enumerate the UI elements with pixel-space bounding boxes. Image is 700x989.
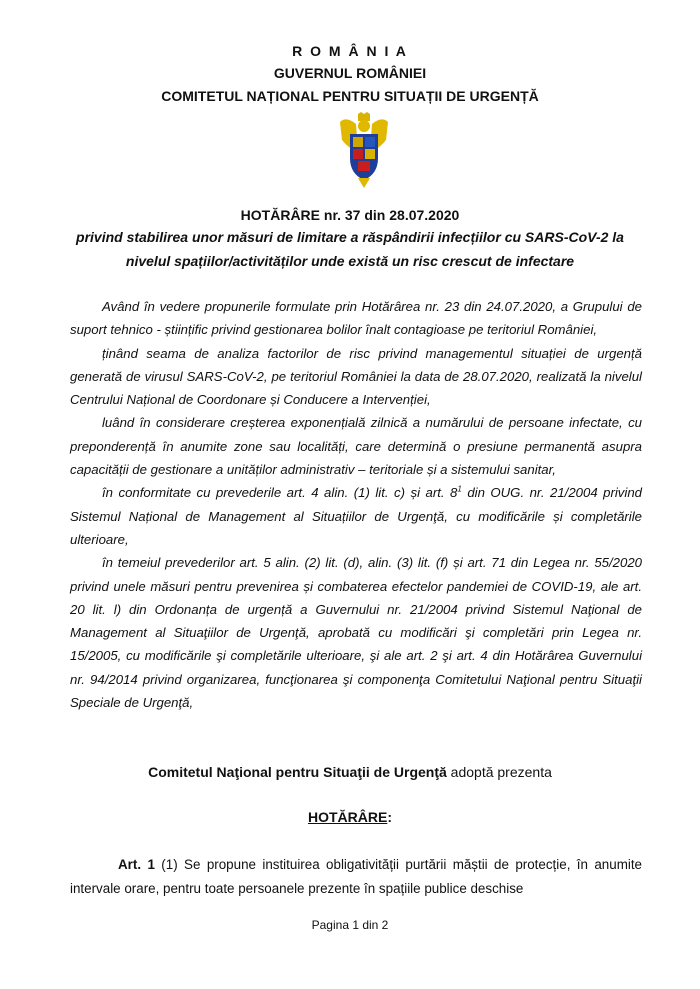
preamble-p4-text-b: din OUG. nr. 21/2004 privind Sistemul Național de Management al Situațiilor de Urgenţă, cu modificările și completările ulterioare,	[70, 485, 642, 547]
preamble-p4-superscript: 1	[457, 484, 462, 494]
decision-heading-word: HOTĂRÂRE	[307, 809, 388, 825]
page-number: Pagina 1 din 2	[311, 918, 389, 932]
adoption-committee: Comitetul Naţional pentru Situaţii de Urgenţă	[148, 764, 447, 780]
preamble-paragraph-2: ținând seama de analiza factorilor de risc privind managementul situației de urgență generată de virusul SARS-CoV-2, pe teritoriul României la data de 28.07.2020, realizată la nivelul Centrului Național de Coordonare și Conducere a Intervenției,	[70, 345, 642, 408]
header-government: GUVERNUL ROMÂNIEI	[273, 65, 427, 81]
decision-heading-colon: :	[387, 809, 392, 825]
article-1-paragraph	[70, 853, 642, 901]
header-committee: COMITETUL NAȚIONAL PENTRU SITUAȚII DE URGENȚĂ	[161, 88, 539, 104]
decision-title: HOTĂRÂRE nr. 37 din 28.07.2020	[240, 207, 460, 223]
decision-subject-line2: nivelul spațiilor/activităților unde există un risc crescut de infectare	[125, 253, 575, 269]
preamble-paragraph-1: Având în vedere propunerile formulate prin Hotărârea nr. 23 din 24.07.2020, a Grupului de suport tehnico - științific privind gestionarea bolilor înalt contagioase pe teritoriul României,	[70, 299, 642, 338]
decision-subject-line1: privind stabilirea unor măsuri de limitare a răspândirii infecțiilor cu SARS-CoV-2 la	[76, 229, 624, 245]
article-1	[70, 853, 642, 901]
preamble-p4-text-a: în conformitate cu prevederile art. 4 alin. (1) lit. c) și art. 8	[102, 485, 458, 501]
romania-coat-of-arms-icon	[336, 112, 392, 188]
article-1-label: Art. 1	[118, 857, 155, 872]
adoption-line	[0, 763, 700, 781]
article-1-text: (1) Se propune instituirea obligativității purtării măștii de protecție, în anumite intervale orare, pentru toate persoanele prezente în spațiile publice deschise	[70, 857, 642, 896]
decision-heading	[0, 808, 700, 826]
header-country: R O M Â N I A	[292, 43, 408, 59]
preamble	[70, 295, 642, 714]
preamble-paragraph-5: în temeiul prevederilor art. 5 alin. (2) lit. (d), alin. (3) lit. (f) și art. 71 din Legea nr. 55/2020 privind unele măsuri pentru prevenirea și combaterea efectelor pandemiei de COVID-19, ale art. 20 lit. l) din Ordonanța de urgență a Guvernului nr. 21/2004 privind Sistemul Naţional de Management al Situaţiilor de Urgenţă, aprobată cu modificări şi completări prin Legea nr. 15/2005, cu modificările şi completările ulterioare, şi ale art. 2 şi art. 4 din Hotărârea Guvernului nr. 94/2014 privind organizarea, funcţionarea şi componenţa Comitetului Naţional pentru Situaţii Speciale de Urgenţă,	[70, 555, 642, 711]
preamble-paragraph-3: luând în considerare creșterea exponențială zilnică a numărului de persoane infectate, cu preponderență în anumite zone sau localități, care determină o presiune permanentă asupra capacității de gestionare a unităților administrativ – teritoriale și a sistemului sanitar,	[70, 415, 642, 478]
adoption-rest: adoptă prezenta	[446, 764, 552, 780]
preamble-paragraph-4	[70, 481, 642, 551]
